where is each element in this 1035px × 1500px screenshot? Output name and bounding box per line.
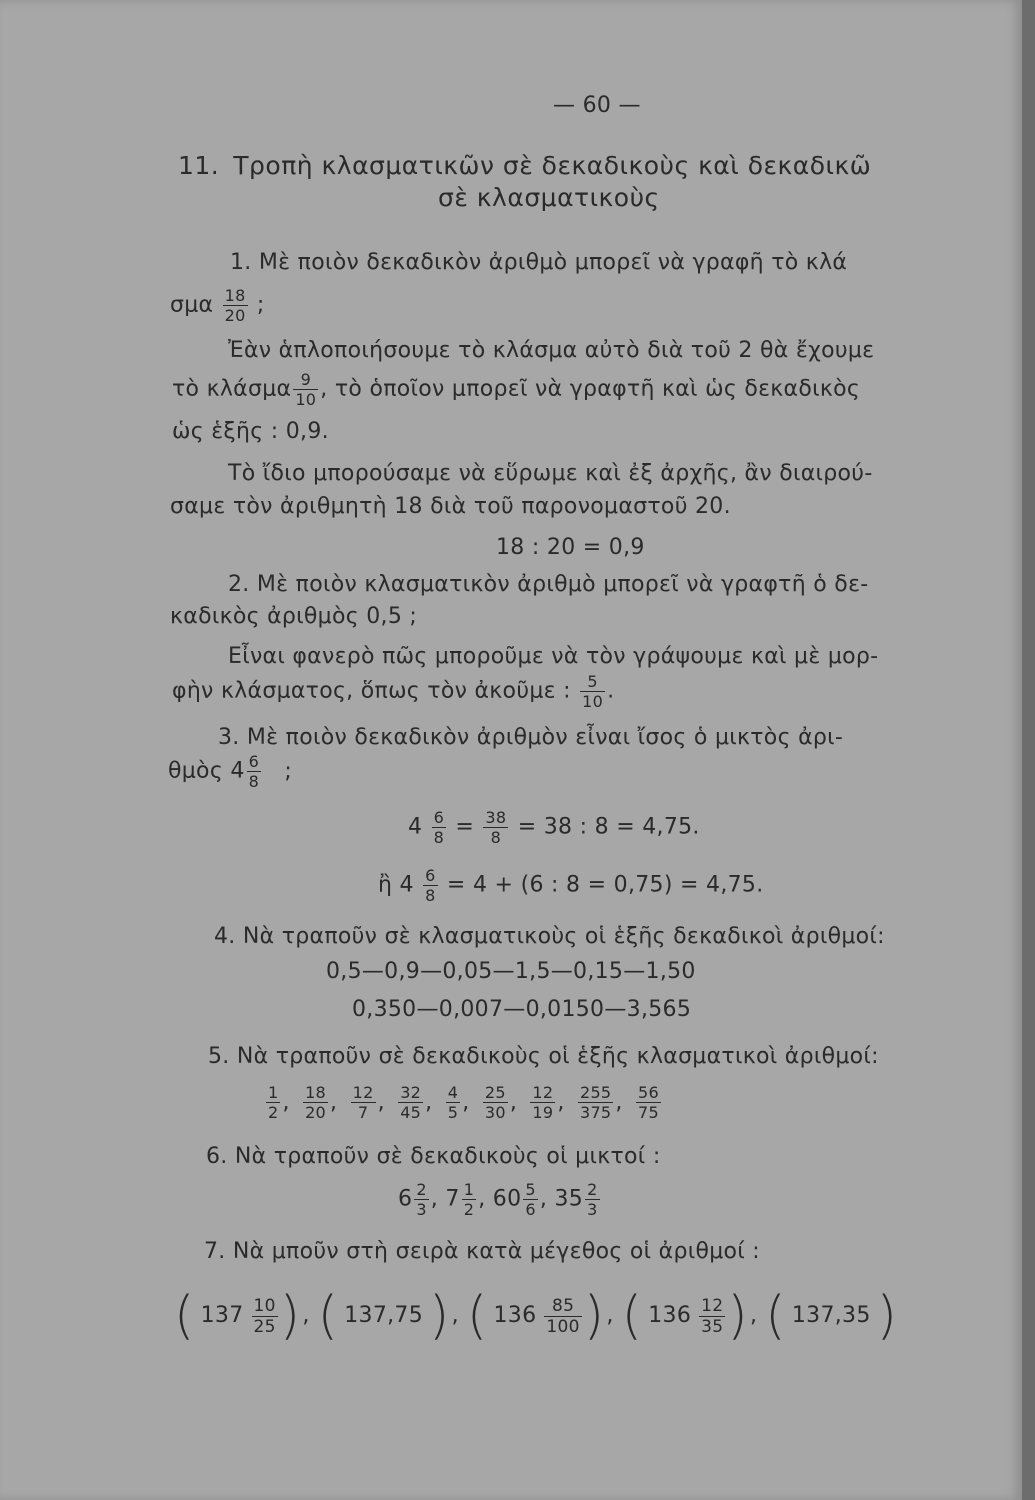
ex7-item: ( 136 $\frac{12}{35}$ ) <box>621 1286 748 1346</box>
denominator: 75 <box>638 1103 659 1122</box>
ex4-row1: 0,5—0,9—0,05—1,5—0,15—1,50 <box>326 959 696 984</box>
denominator: 20 <box>305 1103 327 1122</box>
section-title-line2: σὲ κλασματικοὺς <box>438 183 660 212</box>
ex7-fraction <box>252 1296 278 1337</box>
eq2-fraction <box>423 866 437 905</box>
ex5-fraction <box>446 1083 460 1122</box>
ex7-item: ( 137 $\frac{10}{25}$ ) <box>174 1286 301 1346</box>
numerator: 5 <box>525 1180 536 1199</box>
ex7-fraction <box>699 1296 725 1337</box>
ex5-line1: 5. Νὰ τραποῦν σὲ δεκαδικοὺς οἱ ἑξῆς κλασματικοὶ ἀριθμοί: <box>208 1044 879 1069</box>
fraction-9-10 <box>293 370 318 409</box>
p2-line4-pre: φὴν κλάσματος, ὅπως τὸν ἀκοῦμε : <box>172 678 571 704</box>
fraction-6-8 <box>247 752 261 791</box>
p2-line4 <box>172 672 614 711</box>
numerator: 18 <box>224 286 246 305</box>
ex6-line1: 6. Νὰ τραποῦν σὲ δεκαδικοὺς οἱ μικτοί : <box>206 1144 661 1169</box>
eq1-fraction2 <box>483 808 508 847</box>
fraction-5-10 <box>580 672 605 711</box>
ex4-line1: 4. Νὰ τραποῦν σὲ κλασματικοὺς οἱ ἑξῆς δεκαδικοὶ ἀριθμοί: <box>214 924 885 949</box>
p3-equation2 <box>378 866 764 905</box>
numerator: 5 <box>587 672 598 691</box>
p1-line2-post: ; <box>256 292 265 318</box>
denominator: 10 <box>295 390 317 409</box>
ex7-fraction <box>544 1296 581 1337</box>
p1-line4 <box>172 370 860 409</box>
numerator: 6 <box>248 752 260 771</box>
numerator: 32 <box>400 1083 422 1102</box>
ex5-fraction <box>398 1083 423 1122</box>
eq1-equals: = <box>455 814 475 840</box>
book-page-edge <box>1022 0 1035 1500</box>
ex7-whole: 136 <box>648 1303 692 1328</box>
p1-line4-pre: τὸ κλάσμα <box>172 376 292 402</box>
page-number: — 60 — <box>553 93 641 118</box>
p3-line2-post: ; <box>284 758 293 784</box>
p1-equation: 18 : 20 = 0,9 <box>496 535 645 560</box>
denominator: 8 <box>248 772 260 791</box>
mixed-whole: 35 <box>554 1186 584 1212</box>
denominator: 2 <box>268 1103 279 1122</box>
ex5-fraction <box>530 1083 555 1122</box>
p3-line2 <box>168 752 292 791</box>
numerator: 12 <box>352 1083 374 1102</box>
p3-line1: 3. Μὲ ποιὸν δεκαδικὸν ἀριθμὸν εἶναι ἴσος ὁ μικτὸς ἀρι- <box>218 725 844 750</box>
denominator: 7 <box>351 1102 376 1122</box>
denominator: 3 <box>416 1200 427 1219</box>
ex7-item: ( 137,75 ) <box>317 1286 450 1346</box>
fraction-18-20 <box>223 286 248 325</box>
denominator: 100 <box>546 1316 580 1337</box>
ex5-fraction <box>578 1083 613 1122</box>
ex5-fractions: $\frac{1}{2}$ , $\frac{18}{20}$ , $\frac{12}{7}$ , $\frac{32}{45}$ , $\frac{4}{5}$ , $\frac{25}{30}$ , $\frac{12}{19}$ , $\frac{255}{375}$ , $\frac{56}{75}$ <box>268 1083 659 1122</box>
numerator: 12 <box>532 1083 554 1102</box>
numerator: 255 <box>579 1083 612 1102</box>
ex7-items: ( 137 $\frac{10}{25}$ ), ( 137,75 ), ( 136 $\frac{85}{100}$ ), ( 136 $\frac{12}{35}$ ), ( 137,35 ) <box>174 1286 898 1346</box>
p1-line2-pre: σμα <box>170 292 214 318</box>
p2-line4-post: . <box>607 678 615 704</box>
denominator: 6 <box>525 1200 536 1219</box>
denominator: 10 <box>582 692 604 711</box>
numerator: 56 <box>638 1083 659 1102</box>
denominator: 5 <box>447 1103 459 1122</box>
p2-line1: 2. Μὲ ποιὸν κλασματικὸν ἀριθμὸ μπορεῖ νὰ γραφτῆ ὁ δε- <box>228 572 869 597</box>
denominator: 8 <box>425 886 436 905</box>
eq2-rest: = 4 + (6 : 8 = 0,75) = 4,75. <box>446 872 764 898</box>
numerator: 25 <box>484 1083 506 1102</box>
mixed-fraction <box>462 1180 476 1219</box>
denominator: 19 <box>532 1103 554 1122</box>
p1-line3: Ἐὰν ἁπλοποιήσουμε τὸ κλάσμα αὐτὸ διὰ τοῦ 2 θὰ ἔχουμε <box>228 338 875 363</box>
ex7-item: ( 137,35 ) <box>765 1286 898 1346</box>
denominator: 375 <box>579 1103 612 1122</box>
numerator: 12 <box>701 1295 724 1316</box>
p1-line6: Τὸ ἴδιο μπορούσαμε νὰ εὕρωμε καὶ ἐξ ἀρχῆς, ἂν διαιρού- <box>228 461 873 486</box>
denominator: 25 <box>253 1316 276 1337</box>
numerator: 1 <box>463 1180 475 1199</box>
numerator: 4 <box>447 1083 459 1102</box>
ex7-whole: 136 <box>493 1303 537 1328</box>
denominator: 8 <box>433 828 445 847</box>
mixed-fraction <box>585 1180 599 1219</box>
ex7-line1: 7. Νὰ μποῦν στὴ σειρὰ κατὰ μέγεθος οἱ ἀριθμοί : <box>204 1239 761 1264</box>
ex7-whole: 137,35 <box>791 1303 871 1328</box>
numerator: 6 <box>433 808 445 827</box>
p1-line4-post: , τὸ ὁποῖον μπορεῖ νὰ γραφτῆ καὶ ὡς δεκαδικὸς <box>320 376 861 402</box>
section-title-line1: Τροπὴ κλασματικῶν σὲ δεκαδικοὺς καὶ δεκαδικῶ <box>233 151 872 180</box>
numerator: 2 <box>416 1180 427 1199</box>
numerator: 2 <box>587 1180 598 1199</box>
eq1-fraction1 <box>432 808 446 847</box>
numerator: 9 <box>300 370 312 389</box>
mixed-whole: 6 <box>398 1186 413 1212</box>
numerator: 1 <box>268 1083 279 1102</box>
mixed-fraction <box>523 1180 537 1219</box>
ex5-fraction <box>351 1083 376 1122</box>
denominator: 2 <box>463 1200 475 1219</box>
eq2-whole: ἢ 4 <box>378 872 414 898</box>
denominator: 3 <box>587 1200 598 1219</box>
numerator: 18 <box>305 1083 327 1102</box>
ex4-row2: 0,350—0,007—0,0150—3,565 <box>352 997 692 1022</box>
p1-line5: ὡς ἑξῆς : 0,9. <box>172 419 329 444</box>
eq1-whole: 4 <box>408 814 423 840</box>
ex7-whole: 137 <box>200 1303 244 1328</box>
ex6-mixed: 6 $\frac{2}{3}$ , 7 $\frac{1}{2}$ , 60 $\frac{5}{6}$ , 35 $\frac{2}{3}$ <box>398 1180 598 1219</box>
p2-line3: Εἶναι φανερὸ πῶς μποροῦμε νὰ τὸν γράψουμε καὶ μὲ μορ- <box>228 644 879 669</box>
p3-equation1 <box>408 808 700 847</box>
numerator: 38 <box>485 808 507 827</box>
denominator: 35 <box>701 1316 724 1337</box>
numerator: 10 <box>253 1295 276 1316</box>
ex7-item: ( 136 $\frac{85}{100}$ ) <box>466 1286 605 1346</box>
eq1-rest: = 38 : 8 = 4,75. <box>517 814 700 840</box>
ex5-fraction <box>303 1083 328 1122</box>
p2-line2: καδικὸς ἀριθμὸς 0,5 ; <box>170 604 418 629</box>
denominator: 20 <box>224 306 246 325</box>
denominator: 45 <box>400 1103 422 1122</box>
ex5-fraction <box>266 1083 280 1122</box>
ex5-fraction <box>483 1083 508 1122</box>
p3-line2-pre: θμὸς 4 <box>168 758 245 784</box>
section-number: 11. <box>178 151 220 180</box>
p1-line2 <box>170 286 265 325</box>
p1-line7: σαμε τὸν ἀριθμητὴ 18 διὰ τοῦ παρονομαστοῦ 20. <box>170 494 731 519</box>
numerator: 6 <box>425 866 436 885</box>
mixed-fraction <box>414 1180 428 1219</box>
p1-line1: 1. Μὲ ποιὸν δεκαδικὸν ἀριθμὸ μπορεῖ νὰ γραφῆ τὸ κλά <box>230 250 848 275</box>
denominator: 30 <box>484 1103 506 1122</box>
ex5-fraction <box>636 1083 661 1122</box>
denominator: 8 <box>483 827 508 847</box>
mixed-whole: 60 <box>492 1186 522 1212</box>
mixed-whole: 7 <box>445 1186 460 1212</box>
section-title <box>178 152 871 180</box>
numerator: 85 <box>551 1295 575 1316</box>
ex7-whole: 137,75 <box>344 1303 423 1328</box>
